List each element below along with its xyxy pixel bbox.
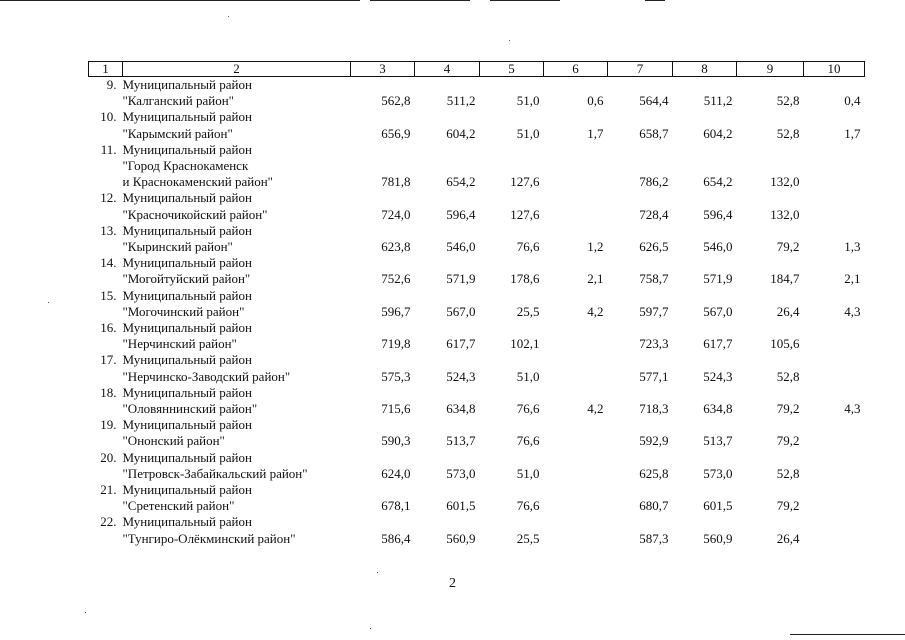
column-header: 9 <box>737 62 804 77</box>
district-name-line: Муниципальный район <box>122 482 252 498</box>
scan-speck <box>509 40 510 41</box>
scan-speck <box>370 628 371 629</box>
value-cell-v10 <box>804 514 865 546</box>
value-cell-v4: 573,0 <box>446 465 476 481</box>
column-header: 1 <box>89 62 123 77</box>
district-name-line: Муниципальный район <box>122 222 252 238</box>
value-cell-v5: 25,5 <box>516 530 540 546</box>
scan-edge-line <box>490 0 560 1</box>
value-cell-v7: 680,7 <box>639 498 669 514</box>
value-cell-v3: 586,4 <box>381 530 411 546</box>
value-cell-v3: 715,6 <box>381 401 411 417</box>
value-cell-v9: 26,4 <box>776 530 800 546</box>
district-name <box>123 450 351 482</box>
column-header: 6 <box>544 62 608 77</box>
district-name-line: "Карымский район" <box>122 125 233 141</box>
budget-table <box>88 61 865 547</box>
value-cell-v9: 105,6 <box>770 336 800 352</box>
district-name-line: "Город Краснокаменск <box>122 158 249 174</box>
column-header: 4 <box>415 62 480 77</box>
value-cell-v6: 2,1 <box>587 271 604 287</box>
value-cell-v6 <box>544 514 608 546</box>
value-cell-v5: 76,6 <box>516 498 540 514</box>
district-name-line: Муниципальный район <box>122 255 252 271</box>
table-row <box>89 514 865 546</box>
value-cell-v8: 513,7 <box>703 433 733 449</box>
row-number: 18. <box>100 384 117 400</box>
value-cell-v8: 634,8 <box>703 401 733 417</box>
scan-speck <box>85 612 86 613</box>
value-cell-v9: 79,2 <box>776 401 800 417</box>
district-name-line: Муниципальный район <box>122 514 252 530</box>
district-name-line: Муниципальный район <box>122 449 252 465</box>
table-row <box>89 255 865 287</box>
value-cell-v5: 76,6 <box>516 433 540 449</box>
value-cell-v10: 0,4 <box>844 93 861 109</box>
value-cell-v9: 79,2 <box>776 498 800 514</box>
value-cell-v7: 577,1 <box>639 368 669 384</box>
value-cell-v10 <box>804 417 865 449</box>
value-cell-v8: 596,4 <box>703 206 733 222</box>
district-name-line: "Красночикойский район" <box>122 206 268 222</box>
column-header: 3 <box>351 62 415 77</box>
value-cell-v6 <box>544 142 608 191</box>
scan-edge-line <box>0 0 360 1</box>
table-row <box>89 109 865 141</box>
value-cell-v7: 758,7 <box>639 271 669 287</box>
value-cell-v7: 786,2 <box>639 174 669 190</box>
value-cell-v6: 0,6 <box>587 93 604 109</box>
value-cell-v9: 26,4 <box>776 303 800 319</box>
value-cell-v3: 623,8 <box>381 239 411 255</box>
value-cell-v8: 567,0 <box>703 303 733 319</box>
value-cell-v6: 1,7 <box>587 125 604 141</box>
district-name <box>123 190 351 222</box>
value-cell-v6 <box>544 417 608 449</box>
district-name <box>123 417 351 449</box>
district-name-line: Муниципальный район <box>122 352 252 368</box>
district-name-line: "Петровск-Забайкальский район" <box>122 465 308 481</box>
district-name-line: и Краснокаменский район" <box>122 174 273 190</box>
district-name <box>123 385 351 417</box>
value-cell-v7: 592,9 <box>639 433 669 449</box>
value-cell-v6 <box>544 320 608 352</box>
scan-speck <box>228 16 229 17</box>
value-cell-v3: 724,0 <box>381 206 411 222</box>
table-row <box>89 385 865 417</box>
column-header: 10 <box>804 62 865 77</box>
value-cell-v8: 511,2 <box>703 93 733 109</box>
value-cell-v9: 79,2 <box>776 239 800 255</box>
value-cell-v3: 590,3 <box>381 433 411 449</box>
value-cell-v9: 52,8 <box>776 125 800 141</box>
district-name <box>123 255 351 287</box>
value-cell-v10 <box>804 320 865 352</box>
district-name-line: "Кыринский район" <box>122 239 233 255</box>
district-name <box>123 320 351 352</box>
table-row <box>89 352 865 384</box>
value-cell-v4: 511,2 <box>446 93 476 109</box>
value-cell-v4: 596,4 <box>446 206 476 222</box>
column-header: 2 <box>123 62 351 77</box>
value-cell-v7: 728,4 <box>639 206 669 222</box>
value-cell-v3: 752,6 <box>381 271 411 287</box>
district-name-line: "Нерчинско-Заводский район" <box>122 368 291 384</box>
district-name <box>123 482 351 514</box>
district-name-line: "Калганский район" <box>122 93 234 109</box>
district-name <box>123 223 351 255</box>
value-cell-v3: 719,8 <box>381 336 411 352</box>
value-cell-v5: 76,6 <box>516 239 540 255</box>
district-name-line: Муниципальный район <box>122 109 252 125</box>
value-cell-v3: 562,8 <box>381 93 411 109</box>
value-cell-v5: 178,6 <box>510 271 540 287</box>
district-name-line: Муниципальный район <box>122 287 252 303</box>
value-cell-v4: 634,8 <box>446 401 476 417</box>
column-header: 7 <box>608 62 673 77</box>
table-row <box>89 223 865 255</box>
scan-edge-line <box>790 634 905 635</box>
district-name-line: Муниципальный район <box>122 141 252 157</box>
value-cell-v5: 25,5 <box>516 303 540 319</box>
district-name <box>123 352 351 384</box>
table-header-row <box>89 62 865 77</box>
value-cell-v7: 625,8 <box>639 465 669 481</box>
value-cell-v6: 4,2 <box>587 303 604 319</box>
table-row <box>89 142 865 191</box>
value-cell-v7: 658,7 <box>639 125 669 141</box>
value-cell-v10 <box>804 142 865 191</box>
value-cell-v3: 596,7 <box>381 303 411 319</box>
table-row <box>89 482 865 514</box>
row-number: 22. <box>100 514 117 530</box>
district-name <box>123 77 351 110</box>
value-cell-v8: 524,3 <box>703 368 733 384</box>
value-cell-v8: 560,9 <box>703 530 733 546</box>
table-row <box>89 190 865 222</box>
district-name-line: Муниципальный район <box>122 384 252 400</box>
value-cell-v10 <box>804 482 865 514</box>
value-cell-v6 <box>544 352 608 384</box>
value-cell-v10: 1,3 <box>844 239 861 255</box>
row-number: 21. <box>100 482 117 498</box>
value-cell-v10: 4,3 <box>844 401 861 417</box>
value-cell-v5: 51,0 <box>516 125 540 141</box>
value-cell-v9: 79,2 <box>776 433 800 449</box>
value-cell-v8: 601,5 <box>703 498 733 514</box>
value-cell-v4: 524,3 <box>446 368 476 384</box>
row-number: 12. <box>100 190 117 206</box>
value-cell-v10: 2,1 <box>844 271 861 287</box>
value-cell-v6 <box>544 190 608 222</box>
value-cell-v5: 127,6 <box>510 174 540 190</box>
value-cell-v5: 51,0 <box>516 368 540 384</box>
district-name <box>123 142 351 191</box>
value-cell-v4: 560,9 <box>446 530 476 546</box>
value-cell-v7: 564,4 <box>639 93 669 109</box>
value-cell-v4: 617,7 <box>446 336 476 352</box>
value-cell-v6 <box>544 450 608 482</box>
row-number: 10. <box>100 109 117 125</box>
value-cell-v4: 546,0 <box>446 239 476 255</box>
value-cell-v3: 781,8 <box>381 174 411 190</box>
value-cell-v7: 626,5 <box>639 239 669 255</box>
value-cell-v10 <box>804 450 865 482</box>
value-cell-v4: 601,5 <box>446 498 476 514</box>
value-cell-v7: 718,3 <box>639 401 669 417</box>
scan-speck <box>377 572 378 573</box>
value-cell-v3: 624,0 <box>381 465 411 481</box>
district-name <box>123 514 351 546</box>
value-cell-v8: 604,2 <box>703 125 733 141</box>
value-cell-v9: 52,8 <box>776 368 800 384</box>
value-cell-v5: 76,6 <box>516 401 540 417</box>
row-number: 17. <box>100 352 117 368</box>
page-number: 2 <box>449 576 456 591</box>
value-cell-v7: 723,3 <box>639 336 669 352</box>
value-cell-v10: 1,7 <box>844 125 861 141</box>
value-cell-v5: 51,0 <box>516 465 540 481</box>
value-cell-v7: 587,3 <box>639 530 669 546</box>
value-cell-v6: 4,2 <box>587 401 604 417</box>
value-cell-v4: 513,7 <box>446 433 476 449</box>
row-number: 13. <box>100 222 117 238</box>
value-cell-v10 <box>804 190 865 222</box>
district-name-line: Муниципальный район <box>122 417 252 433</box>
district-name-line: "Ононский район" <box>122 433 225 449</box>
district-name <box>123 288 351 320</box>
value-cell-v9: 184,7 <box>770 271 800 287</box>
value-cell-v9: 132,0 <box>770 174 800 190</box>
table-row <box>89 77 865 110</box>
value-cell-v3: 575,3 <box>381 368 411 384</box>
scan-edge-line <box>370 0 470 1</box>
district-name-line: "Нерчинский район" <box>122 336 237 352</box>
value-cell-v9: 52,8 <box>776 93 800 109</box>
district-name-line: "Оловяннинский район" <box>122 401 258 417</box>
value-cell-v4: 567,0 <box>446 303 476 319</box>
value-cell-v5: 102,1 <box>510 336 540 352</box>
table-row <box>89 320 865 352</box>
table-row <box>89 417 865 449</box>
value-cell-v10 <box>804 352 865 384</box>
value-cell-v8: 617,7 <box>703 336 733 352</box>
value-cell-v6 <box>544 482 608 514</box>
value-cell-v3: 656,9 <box>381 125 411 141</box>
district-name-line: Муниципальный район <box>122 320 252 336</box>
row-number: 11. <box>100 141 117 157</box>
row-number: 14. <box>100 255 117 271</box>
row-number: 19. <box>100 417 117 433</box>
value-cell-v5: 127,6 <box>510 206 540 222</box>
table-body <box>89 62 865 547</box>
value-cell-v8: 573,0 <box>703 465 733 481</box>
value-cell-v8: 571,9 <box>703 271 733 287</box>
value-cell-v4: 571,9 <box>446 271 476 287</box>
district-name-line: "Могойтуйский район" <box>122 271 251 287</box>
value-cell-v10: 4,3 <box>844 303 861 319</box>
value-cell-v4: 604,2 <box>446 125 476 141</box>
value-cell-v6: 1,2 <box>587 239 604 255</box>
table-row <box>89 450 865 482</box>
value-cell-v5: 51,0 <box>516 93 540 109</box>
row-number: 9. <box>106 77 117 92</box>
value-cell-v7: 597,7 <box>639 303 669 319</box>
value-cell-v8: 546,0 <box>703 239 733 255</box>
value-cell-v9: 132,0 <box>770 206 800 222</box>
value-cell-v9: 52,8 <box>776 465 800 481</box>
value-cell-v4: 654,2 <box>446 174 476 190</box>
value-cell-v3: 678,1 <box>381 498 411 514</box>
column-header: 5 <box>480 62 544 77</box>
column-header: 8 <box>673 62 737 77</box>
value-cell-v8: 654,2 <box>703 174 733 190</box>
district-name <box>123 109 351 141</box>
district-name-line: "Тунгиро-Олёкминский район" <box>122 530 296 546</box>
row-number: 15. <box>100 287 117 303</box>
district-name-line: Муниципальный район <box>122 190 252 206</box>
row-number: 16. <box>100 320 117 336</box>
district-name-line: "Сретенский район" <box>122 498 235 514</box>
row-number: 20. <box>100 449 117 465</box>
scan-speck <box>48 302 49 303</box>
district-name-line: Муниципальный район <box>122 77 252 92</box>
district-name-line: "Могочинский район" <box>122 303 245 319</box>
table-row <box>89 288 865 320</box>
scan-edge-line <box>645 0 665 1</box>
